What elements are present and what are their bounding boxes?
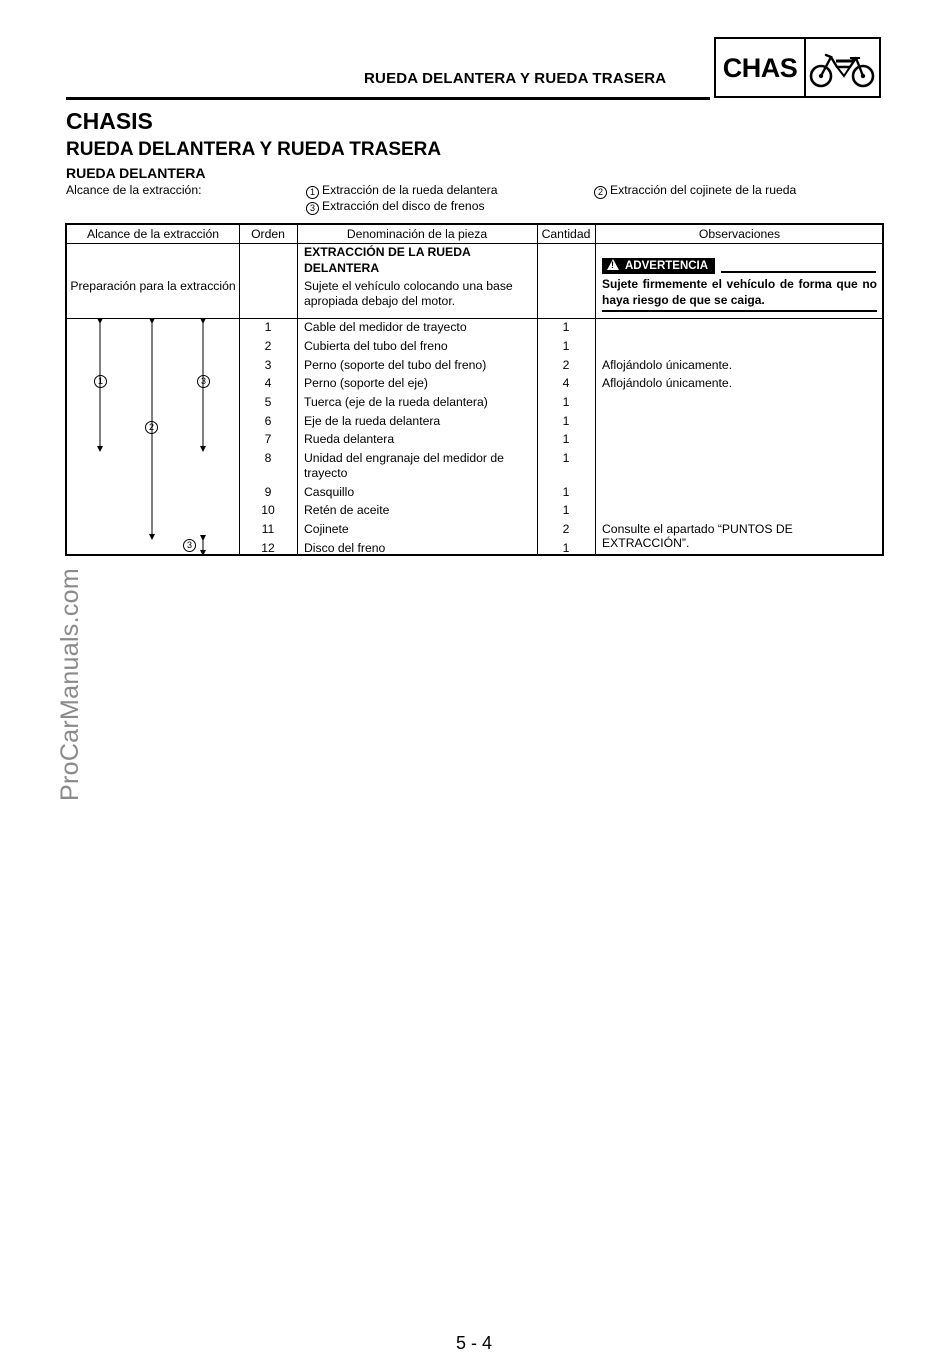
- order-cell: 1: [264, 320, 272, 334]
- order-cell: 10: [261, 503, 275, 517]
- running-header-title: RUEDA DELANTERA Y RUEDA TRASERA: [364, 70, 667, 87]
- scope-item-2: 2 Extracción del cojinete de la rueda: [594, 183, 796, 199]
- prep-title-line-2: DELANTERA: [304, 261, 380, 275]
- watermark: ProCarManuals.com: [55, 568, 84, 801]
- quantity-cell: 1: [562, 432, 570, 446]
- order-cell: 4: [264, 376, 272, 390]
- column-header-scope: Alcance de la extracción: [86, 227, 220, 241]
- part-name-cell: Tuerca (eje de la rueda delantera): [304, 395, 488, 409]
- page-number: 5 - 4: [456, 1333, 493, 1353]
- quantity-cell: 1: [562, 414, 570, 428]
- scope-marker-3: 3: [197, 375, 210, 388]
- prep-title-line-1: EXTRACCIÓN DE LA RUEDA: [304, 245, 471, 259]
- procedure-table: [65, 223, 884, 556]
- order-cell: 6: [264, 414, 272, 428]
- circled-marker: 1: [306, 186, 319, 199]
- part-name-cell: Retén de aceite: [304, 503, 390, 517]
- column-header-notes: Observaciones: [698, 227, 781, 241]
- order-cell: 2: [264, 339, 272, 353]
- scope-marker-1: 1: [94, 375, 107, 388]
- part-name-cell: Rueda delantera: [304, 432, 395, 446]
- order-cell: 3: [264, 358, 272, 372]
- section-badge-label: CHAS: [716, 39, 806, 96]
- quantity-cell: 2: [562, 358, 570, 372]
- section-title: RUEDA DELANTERA Y RUEDA TRASERA: [66, 139, 442, 160]
- part-name-cell: Casquillo: [304, 485, 355, 499]
- scope-item-1: 1 Extracción de la rueda delantera: [306, 183, 497, 199]
- prep-scope-label: Preparación para la extracción: [70, 279, 236, 293]
- part-name-cell-line-2: trayecto: [304, 466, 348, 480]
- quantity-cell: 1: [562, 503, 570, 517]
- scope-item-3: 3 Extracción del disco de frenos: [306, 199, 485, 215]
- warning-box: [602, 256, 878, 312]
- circled-marker: 2: [594, 186, 607, 199]
- warning-text: Sujete firmemente el vehículo de forma que no haya riesgo de que se caiga.: [602, 276, 877, 312]
- section-badge: [714, 37, 881, 98]
- notes-cell: Consulte el apartado “PUNTOS DE EXTRACCIÓN”.: [602, 522, 793, 550]
- quantity-cell: 2: [562, 522, 570, 536]
- quantity-cell: 1: [562, 395, 570, 409]
- part-name-cell: Cable del medidor de trayecto: [304, 320, 467, 334]
- part-name-cell: Unidad del engranaje del medidor de: [304, 451, 504, 465]
- order-cell: 9: [264, 485, 272, 499]
- part-name-cell: Perno (soporte del eje): [304, 376, 428, 390]
- warning-badge: !ADVERTENCIA: [602, 258, 715, 274]
- part-name-cell: Cojinete: [304, 522, 349, 536]
- quantity-cell: 1: [562, 451, 570, 465]
- warning-rule: [721, 271, 876, 273]
- quantity-cell: 1: [562, 541, 570, 555]
- warning-triangle-icon: [607, 259, 619, 270]
- scope-marker-3b: 3: [183, 539, 196, 552]
- column-header-quantity: Cantidad: [541, 227, 591, 241]
- circled-marker: 3: [306, 202, 319, 215]
- subsection-title: RUEDA DELANTERA: [66, 165, 206, 181]
- order-cell: 7: [264, 432, 272, 446]
- quantity-cell: 1: [562, 485, 570, 499]
- scope-arrows: [67, 318, 239, 558]
- order-cell: 11: [261, 522, 275, 536]
- scope-label: Alcance de la extracción:: [66, 183, 202, 197]
- chapter-title: CHASIS: [66, 108, 153, 134]
- part-name-cell: Perno (soporte del tubo del freno): [304, 358, 487, 372]
- quantity-cell: 1: [562, 339, 570, 353]
- column-header-order: Orden: [251, 227, 285, 241]
- order-cell: 5: [264, 395, 272, 409]
- part-name-cell: Eje de la rueda delantera: [304, 414, 441, 428]
- part-name-cell: Disco del freno: [304, 541, 386, 555]
- column-header-part-name: Denominación de la pieza: [346, 227, 488, 241]
- column-divider: [297, 225, 298, 554]
- order-cell: 8: [264, 451, 272, 465]
- column-divider: [595, 225, 596, 554]
- header-rule: [66, 97, 710, 100]
- motorcycle-icon: [806, 43, 879, 93]
- order-cell: 12: [261, 541, 275, 555]
- prep-note-line-1: Sujete el vehículo colocando una base: [304, 279, 513, 293]
- scope-marker-2: 2: [145, 421, 158, 434]
- prep-note-line-2: apropiada debajo del motor.: [304, 294, 456, 308]
- notes-cell: Aflojándolo únicamente.: [602, 376, 733, 390]
- quantity-cell: 1: [562, 320, 570, 334]
- notes-cell: Aflojándolo únicamente.: [602, 358, 733, 372]
- quantity-cell: 4: [562, 376, 570, 390]
- part-name-cell: Cubierta del tubo del freno: [304, 339, 448, 353]
